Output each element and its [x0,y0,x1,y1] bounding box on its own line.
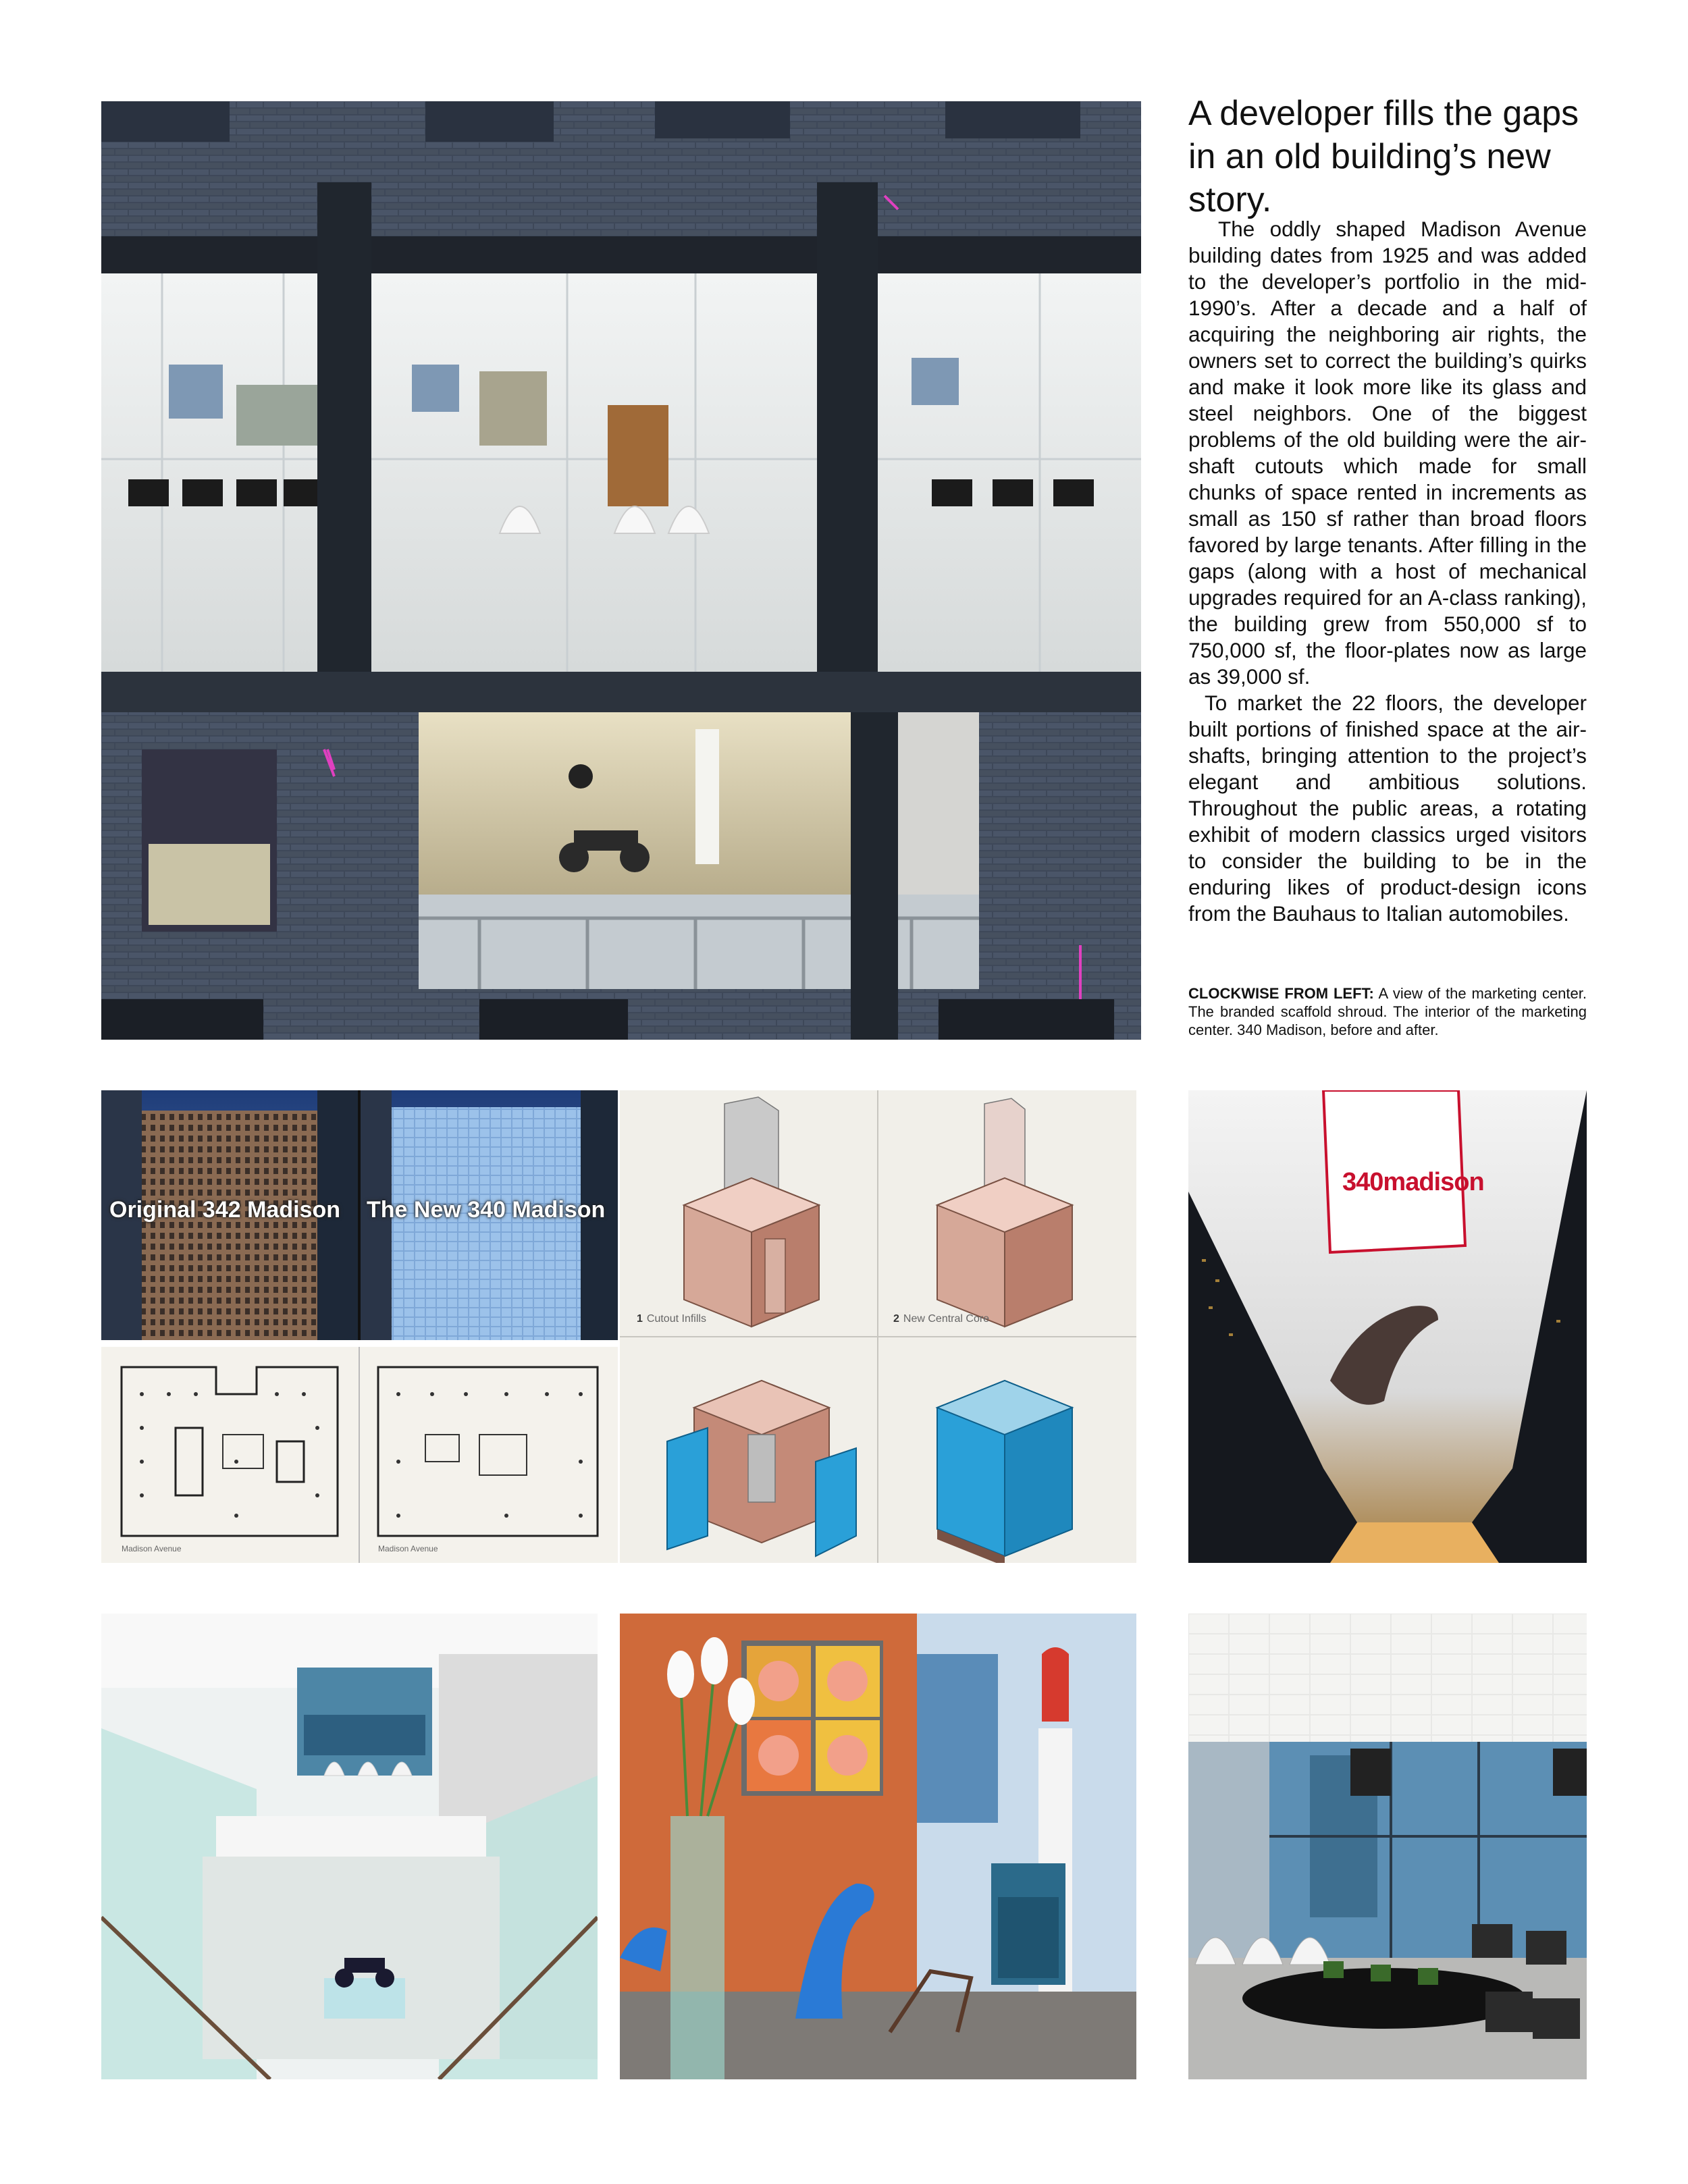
brand-number: 340 [1342,1168,1383,1196]
floor-plans [101,1347,618,1563]
scaffold-shroud-photo [1188,1090,1587,1563]
before-label: Original 342 Madison [109,1197,340,1223]
atrium-photo [101,1614,598,2079]
interior-lounge-photo [1188,1614,1587,2079]
article-paragraph: The oddly shaped Madison Avenue building dates from 1925 and was added to the developer’s portfolio in the mid-1990’s. After a decade and a half of acquiring the neighboring air rights, the owners set to correct the building’s quirks and make it look more like its glass and steel neighbors. One of the biggest problems of the old building were the air-shaft cutouts which made for small chunks of space rented in increments as small as 150 sf rather than broad floors favored by large tenants. After filling in the gaps (along with a host of mechanical upgrades required for an A-class ranking), the building grew from 550,000 sf to 750,000 sf, the floor-plates now as large as 39,000 sf. [1188,217,1587,689]
street-label-bottom: Madison Avenue [378,1544,438,1553]
diagram-step-1-label [637,1313,706,1325]
diagram-step-2-label [893,1313,989,1325]
brand-word: madison [1383,1168,1484,1196]
lounge-pop-art-photo [620,1614,1136,2079]
photo-caption [1188,984,1587,1039]
diagram-step-1-number: 1 [637,1313,643,1325]
diagram-step-2-number: 2 [893,1313,899,1325]
street-label-bottom: Madison Avenue [122,1544,182,1553]
article-paragraph: To market the 22 floors, the developer built portions of finished space at the air-shafts, bringing attention to the project’s elegant and ambitious solutions. Throughout the public areas, a rotating exhibit of modern classics urged visitors to consider the building to be in the enduring likes of product-design icons from the Bauhaus to Italian automobiles. [1188,691,1587,926]
diagram-step-1-text: Cutout Infills [646,1313,706,1325]
diagram-step-2-text: New Central Core [903,1313,990,1325]
after-label: The New 340 Madison [367,1197,606,1223]
article-body [1188,216,1587,927]
before-after-photo [101,1090,618,1340]
caption-text: A view of the marketing center. The branded scaffold shroud. The interior of the marketing center. 340 Madison, before and after. [1188,985,1587,1038]
headline: A developer fills the gaps in an old building’s new story. [1188,94,1579,219]
shroud-brand-logo [1342,1168,1484,1197]
marketing-center-photo [101,101,1141,1040]
caption-lead: CLOCKWISE FROM LEFT: [1188,985,1374,1002]
isometric-diagrams [620,1090,1136,1563]
